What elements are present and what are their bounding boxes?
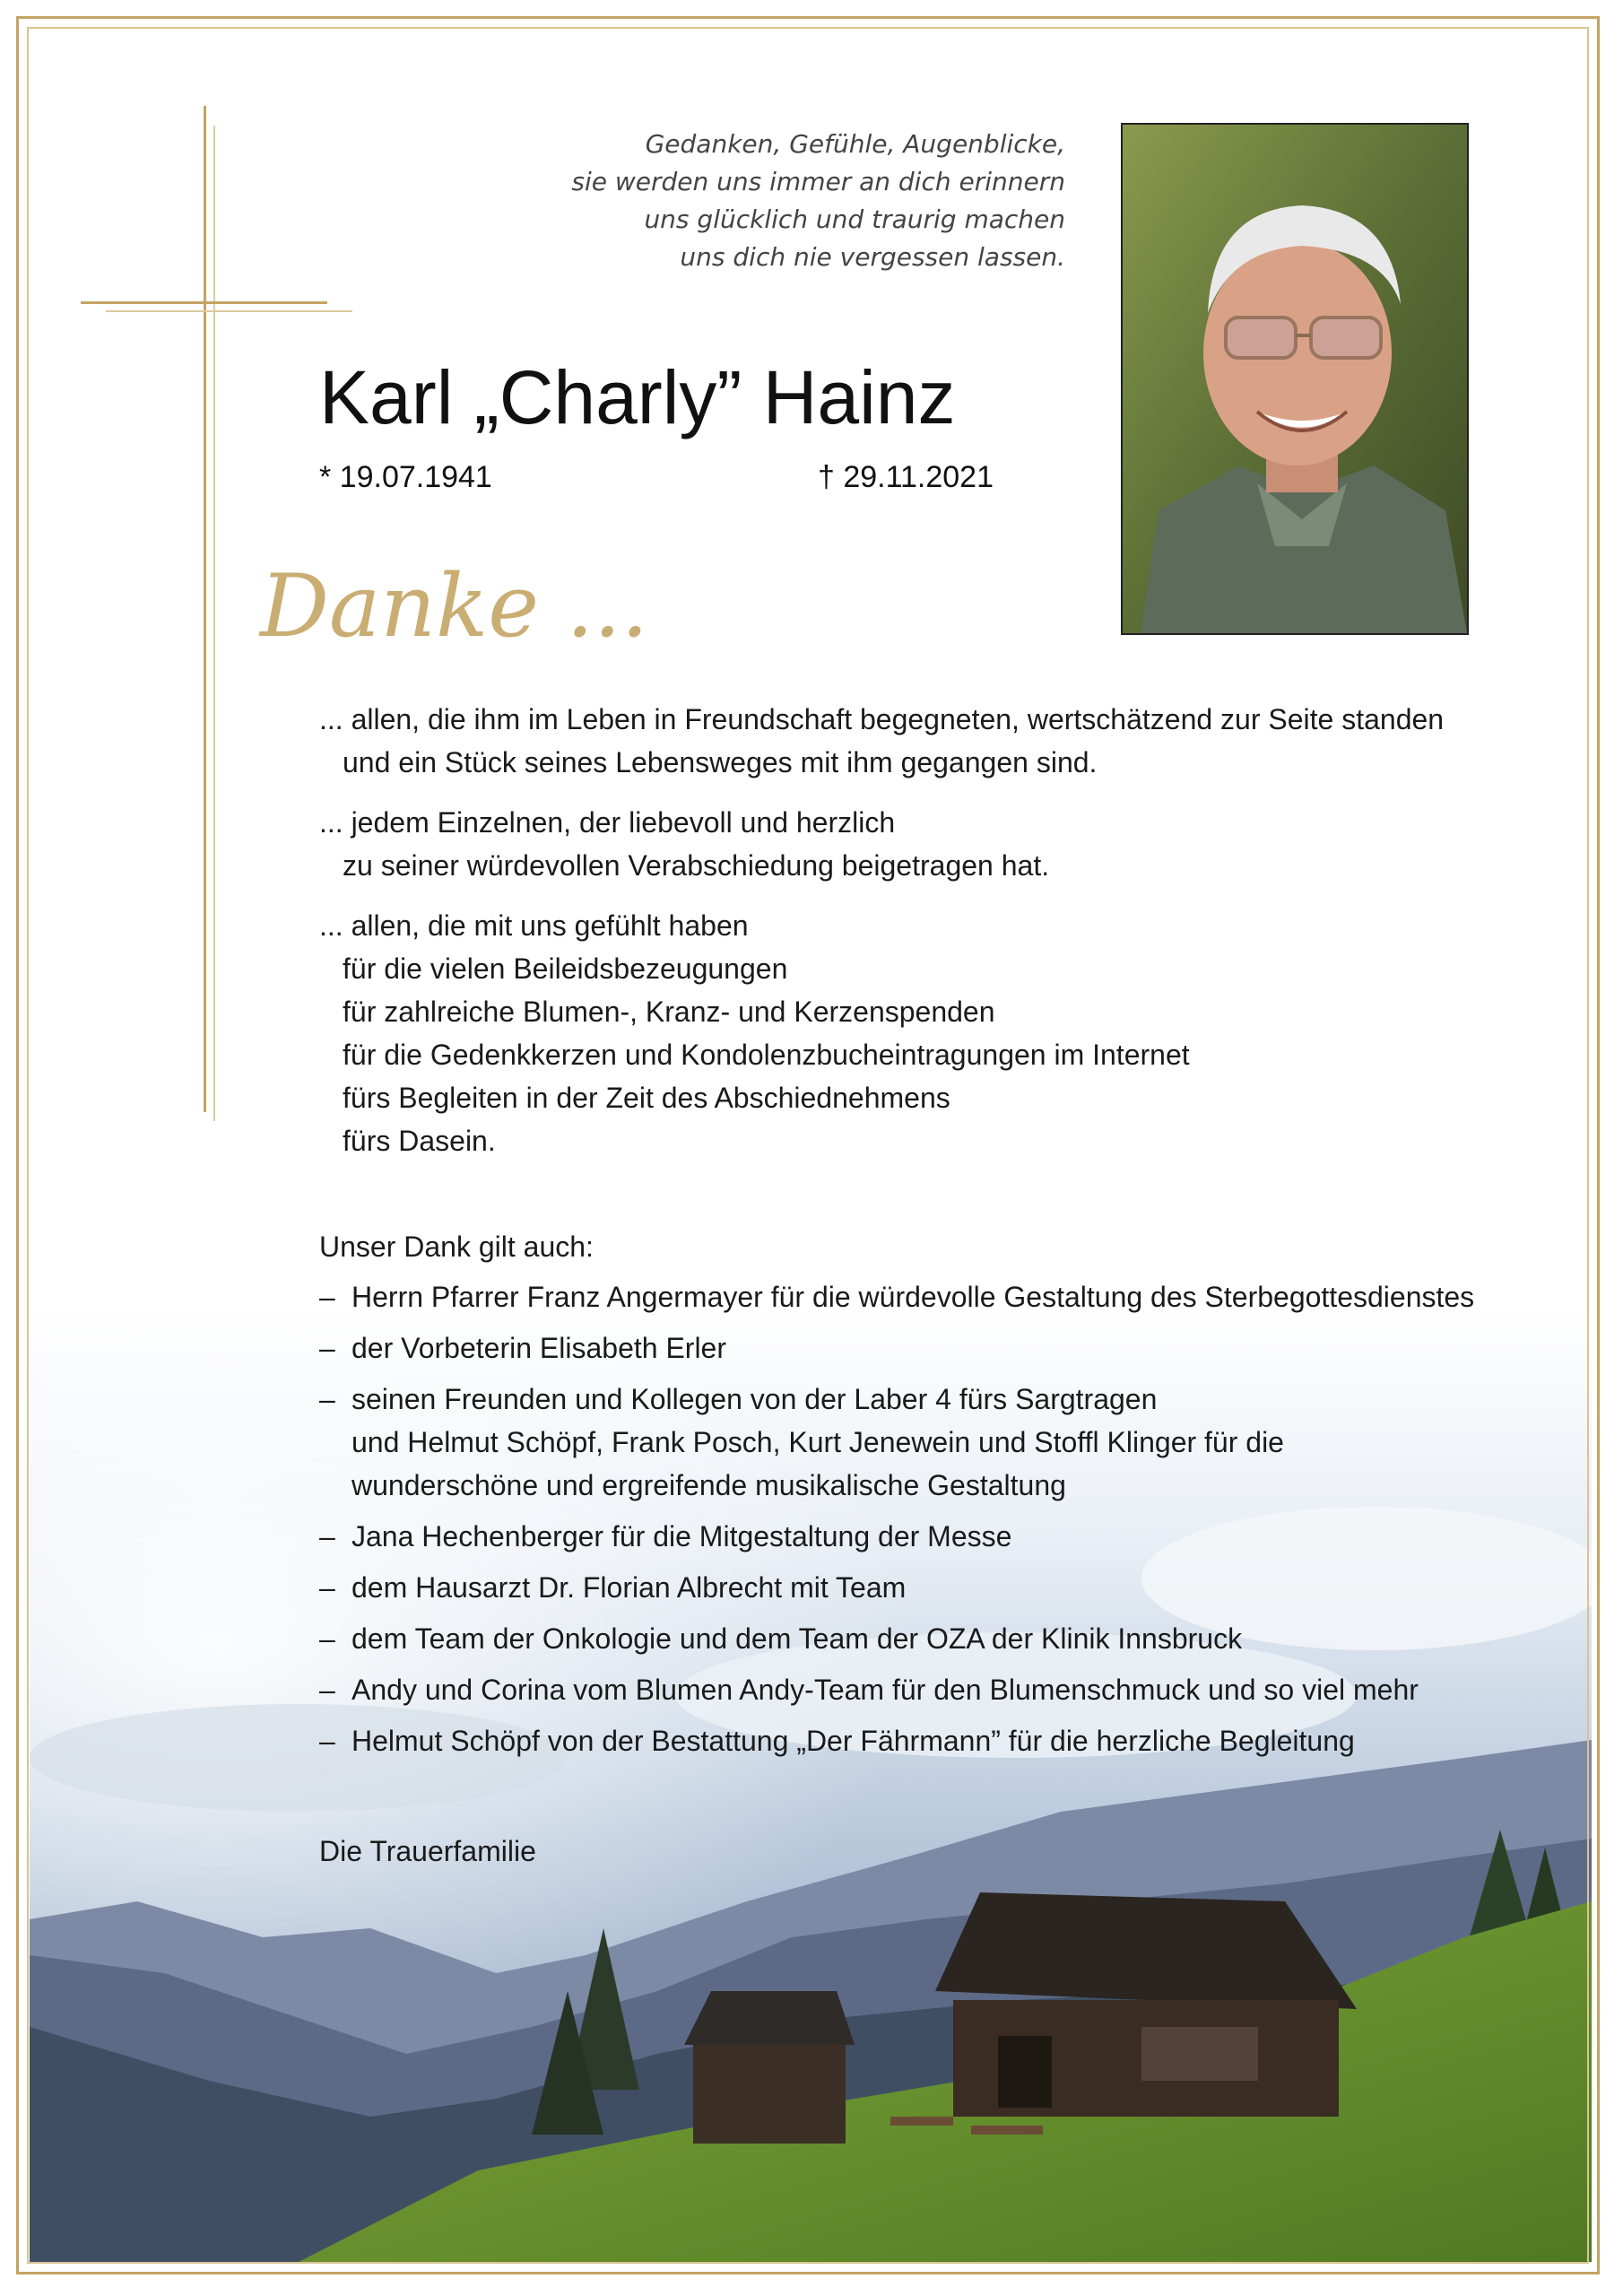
poem-line: Gedanken, Gefühle, Augenblicke, <box>645 129 1065 159</box>
text-line: und ein Stück seines Lebensweges mit ihm gegangen sind. <box>343 746 1098 778</box>
poem-line: uns dich nie vergessen lassen. <box>680 242 1065 272</box>
list-item-text: Andy und Corina vom Blumen Andy-Team für den Blumenschmuck und so viel mehr <box>352 1674 1419 1706</box>
text-line: fürs Dasein. <box>343 1125 496 1157</box>
thanks-paragraph-1 <box>319 698 1530 784</box>
dash: – <box>319 1520 335 1552</box>
list-item-text: der Vorbeterin Elisabeth Erler <box>352 1332 726 1364</box>
list-item <box>319 1668 1530 1711</box>
list-item-text: Jana Hechenberger für die Mitgestaltung der Messe <box>352 1520 1012 1552</box>
list-item <box>319 1326 1530 1370</box>
dash: – <box>319 1571 335 1604</box>
dash: – <box>319 1332 335 1364</box>
cross-horizontal-line <box>81 301 327 304</box>
dash: – <box>319 1725 335 1757</box>
cross-vertical-line-secondary <box>213 126 215 1121</box>
text-line: fürs Begleiten in der Zeit des Abschiednehmens <box>343 1082 950 1114</box>
cross-vertical-line <box>204 106 206 1112</box>
list-item-text: dem Hausarzt Dr. Florian Albrecht mit Team <box>352 1571 907 1604</box>
signature: Die Trauerfamilie <box>319 1835 536 1867</box>
text-line: ... allen, die mit uns gefühlt haben <box>319 909 749 942</box>
deceased-name: Karl „Charly” Hainz <box>319 355 956 439</box>
text-line: ... allen, die ihm im Leben in Freundschaft begegneten, wertschätzend zur Seite standen <box>319 703 1445 735</box>
thanks-also-intro: Unser Dank gilt auch: <box>319 1231 594 1263</box>
thanks-paragraph-2 <box>319 801 1530 887</box>
text-line: zu seiner würdevollen Verabschiedung beigetragen hat. <box>343 849 1050 882</box>
poem-line: uns glücklich und traurig machen <box>644 204 1065 234</box>
cross-horizontal-line-secondary <box>106 310 352 312</box>
birth-date: * 19.07.1941 <box>319 460 492 494</box>
danke-heading: Danke ... <box>260 556 649 657</box>
text-line: für die vielen Beileidsbezeugungen <box>343 952 788 985</box>
dash: – <box>319 1674 335 1706</box>
list-item <box>319 1719 1530 1762</box>
portrait-photo <box>1121 123 1469 635</box>
list-item-text: wunderschöne und ergreifende musikalische Gestaltung <box>352 1469 1066 1501</box>
list-item <box>319 1617 1530 1660</box>
text-line: für die Gedenkkerzen und Kondolenzbucheintragungen im Internet <box>343 1039 1190 1071</box>
poem-line: sie werden uns immer an dich erinnern <box>571 167 1065 196</box>
list-item-text: und Helmut Schöpf, Frank Posch, Kurt Jenewein und Stoffl Klinger für die <box>352 1426 1284 1458</box>
list-item-text: seinen Freunden und Kollegen von der Laber 4 fürs Sargtragen <box>352 1383 1158 1415</box>
list-item <box>319 1566 1530 1609</box>
dash: – <box>319 1383 335 1415</box>
list-item-text: Herrn Pfarrer Franz Angermayer für die würdevolle Gestaltung des Sterbegottesdienstes <box>352 1281 1475 1313</box>
poem <box>538 126 1065 276</box>
text-line: ... jedem Einzelnen, der liebevoll und herzlich <box>319 806 896 839</box>
dash: – <box>319 1622 335 1655</box>
list-item <box>319 1275 1530 1318</box>
thanks-paragraph-3 <box>319 904 1530 1162</box>
dash: – <box>319 1281 335 1313</box>
list-item <box>319 1378 1530 1507</box>
list-item <box>319 1515 1530 1558</box>
death-date: † 29.11.2021 <box>818 460 994 494</box>
list-item-text: dem Team der Onkologie und dem Team der OZA der Klinik Innsbruck <box>352 1622 1243 1655</box>
thanks-also-section <box>319 1225 1530 1762</box>
text-line: für zahlreiche Blumen-, Kranz- und Kerzenspenden <box>343 996 995 1028</box>
list-item-text: Helmut Schöpf von der Bestattung „Der Fährmann” für die herzliche Begleitung <box>352 1725 1355 1757</box>
